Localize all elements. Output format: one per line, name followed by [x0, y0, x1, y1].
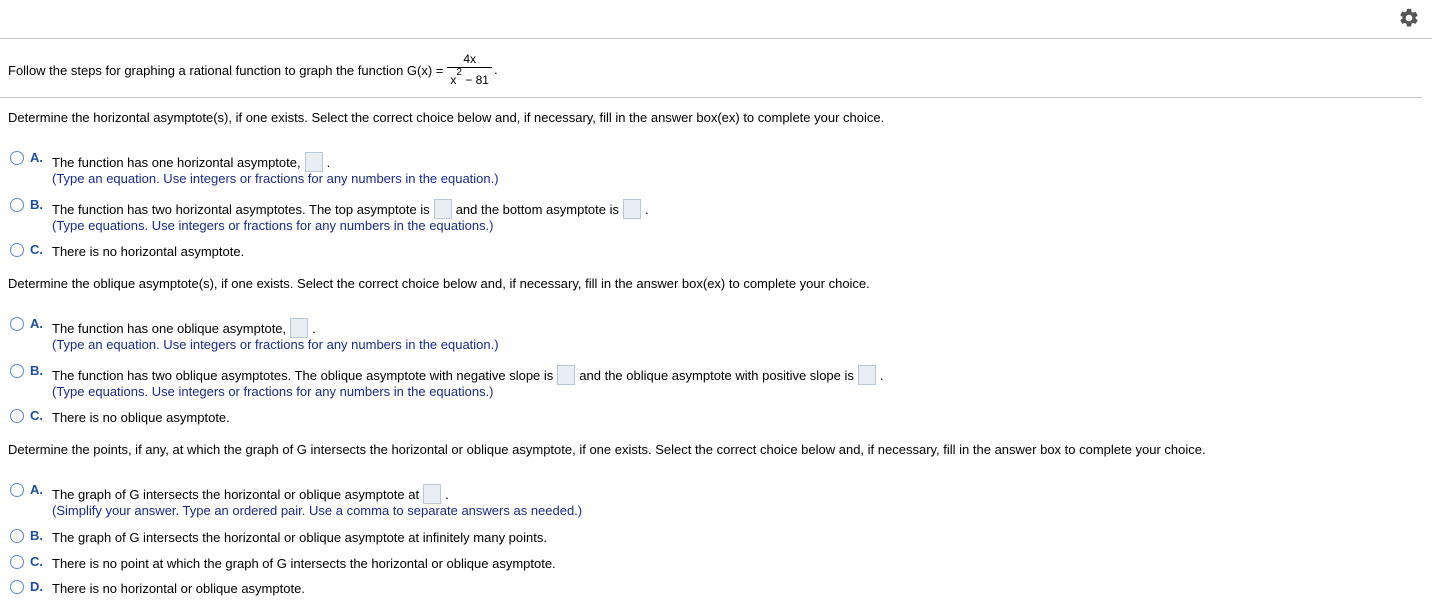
fraction-numerator: 4x	[463, 52, 477, 66]
answer-box[interactable]	[423, 484, 441, 504]
choice-text: There is no oblique asymptote.	[52, 410, 230, 425]
answer-box-top[interactable]	[434, 199, 452, 219]
choice-text: The graph of G intersects the horizontal or oblique asymptote at .	[52, 484, 449, 504]
function-fraction	[447, 52, 492, 88]
choice-hint: (Type equations. Use integers or fractions for any numbers in the equations.)	[52, 384, 494, 399]
answer-box[interactable]	[305, 152, 323, 172]
radio-button[interactable]	[10, 317, 24, 331]
radio-button[interactable]	[10, 151, 24, 165]
radio-button[interactable]	[10, 409, 24, 423]
choice-text: The function has two horizontal asymptotes. The top asymptote is and the bottom asymptote is .	[52, 199, 649, 219]
answer-box-positive-slope[interactable]	[858, 365, 876, 385]
choice-letter: C.	[30, 408, 43, 423]
choice-hint: (Type an equation. Use integers or fractions for any numbers in the equation.)	[52, 337, 499, 352]
gear-icon[interactable]	[1398, 7, 1420, 29]
choice-letter: C.	[30, 242, 43, 257]
choice-letter: B.	[30, 363, 43, 378]
radio-button[interactable]	[10, 243, 24, 257]
radio-button[interactable]	[10, 555, 24, 569]
choice-text: The graph of G intersects the horizontal or oblique asymptote at infinitely many points.	[52, 530, 547, 545]
choice-letter: A.	[30, 150, 43, 165]
choice-text: The function has one horizontal asymptote, .	[52, 152, 330, 172]
choice-letter: A.	[30, 316, 43, 331]
choice-letter: A.	[30, 482, 43, 497]
radio-button[interactable]	[10, 529, 24, 543]
divider	[0, 97, 1422, 98]
choice-hint: (Type an equation. Use integers or fractions for any numbers in the equation.)	[52, 171, 499, 186]
choice-letter: D.	[30, 579, 43, 594]
choice-text: The function has one oblique asymptote, .	[52, 318, 316, 338]
choice-text: The function has two oblique asymptotes. The oblique asymptote with negative slope is and the oblique asymptote with positive slope is .	[52, 365, 884, 385]
choice-hint: (Simplify your answer. Type an ordered pair. Use a comma to separate answers as needed.)	[52, 503, 583, 518]
choice-letter: B.	[30, 197, 43, 212]
question-period: .	[493, 61, 498, 77]
answer-box-bottom[interactable]	[623, 199, 641, 219]
fraction-denominator: $x^2 - 81$	[447, 67, 492, 88]
question-text: Follow the steps for graphing a rational function to graph the function G(x) =	[8, 62, 444, 78]
choice-text: There is no horizontal or oblique asymptote.	[52, 581, 305, 596]
choice-text: There is no point at which the graph of G intersects the horizontal or oblique asymptote.	[52, 556, 556, 571]
radio-button[interactable]	[10, 580, 24, 594]
choice-letter: C.	[30, 554, 43, 569]
top-toolbar	[0, 0, 1432, 39]
choice-letter: B.	[30, 528, 43, 543]
answer-box[interactable]	[290, 318, 308, 338]
prompt-horizontal-asymptote: Determine the horizontal asymptote(s), if one exists. Select the correct choice below and, if necessary, fill in the answer box(ex) to complete your choice.	[8, 110, 885, 125]
radio-button[interactable]	[10, 364, 24, 378]
prompt-intersection-points: Determine the points, if any, at which the graph of G intersects the horizontal or oblique asymptote, if one exists. Select the correct choice below and, if necessary, fill in the answer box to complete your choice.	[8, 442, 1206, 457]
choice-hint: (Type equations. Use integers or fractions for any numbers in the equations.)	[52, 218, 494, 233]
question-statement	[8, 50, 498, 90]
choice-text: There is no horizontal asymptote.	[52, 244, 245, 259]
answer-box-negative-slope[interactable]	[557, 365, 575, 385]
prompt-oblique-asymptote: Determine the oblique asymptote(s), if one exists. Select the correct choice below and, if necessary, fill in the answer box(ex) to complete your choice.	[8, 276, 870, 291]
radio-button[interactable]	[10, 483, 24, 497]
radio-button[interactable]	[10, 198, 24, 212]
